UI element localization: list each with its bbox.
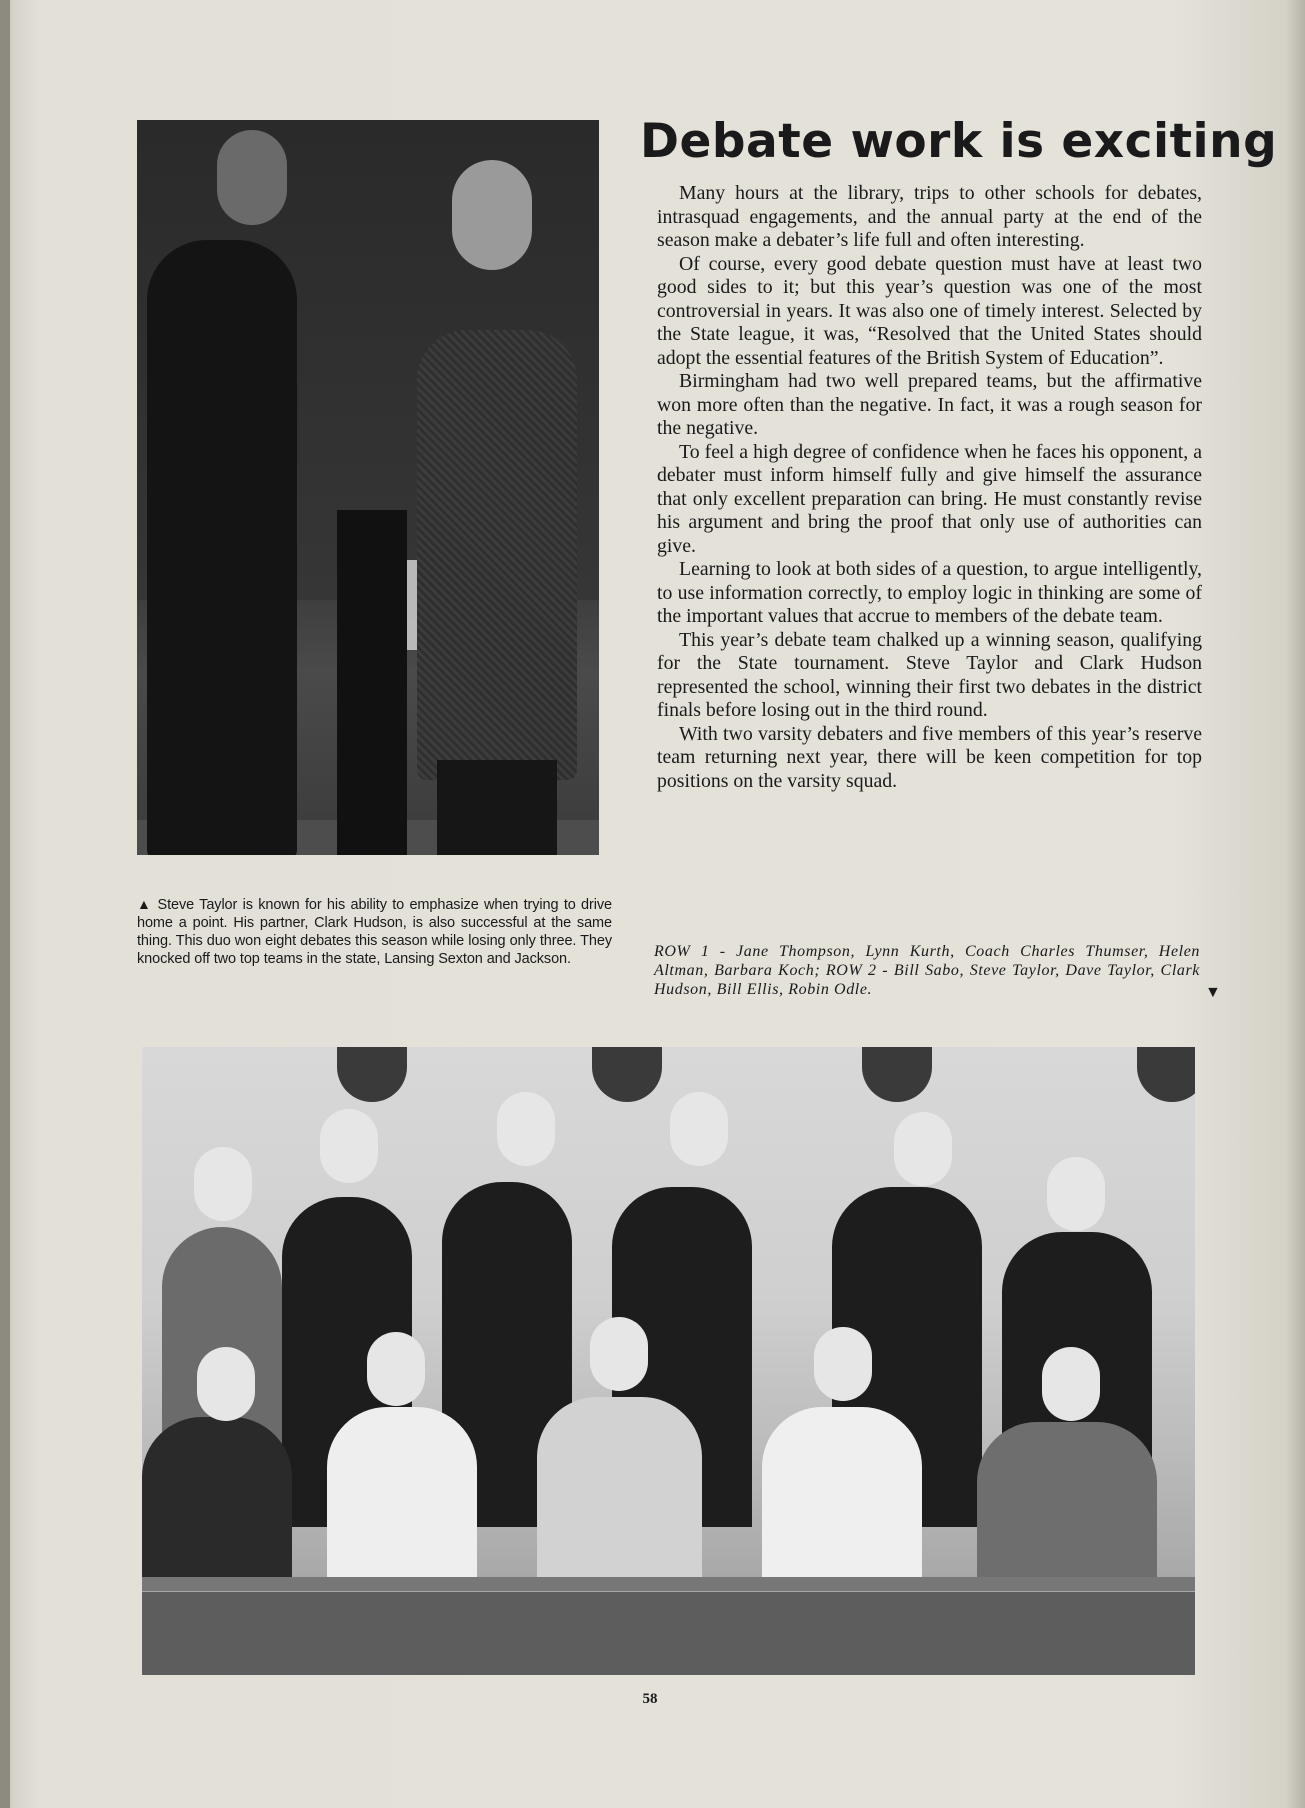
front-row-member bbox=[762, 1407, 922, 1587]
wall-plaque bbox=[862, 1047, 932, 1102]
member-face bbox=[894, 1112, 952, 1186]
up-triangle-icon: ▲ bbox=[137, 896, 153, 912]
desk-fronts bbox=[142, 1592, 1195, 1675]
front-row-member bbox=[142, 1417, 292, 1587]
front-row-member bbox=[327, 1407, 477, 1587]
front-row-member bbox=[537, 1397, 702, 1587]
member-face bbox=[367, 1332, 425, 1406]
article-paragraph: This year’s debate team chalked up a winning season, qualifying for the State tournament. Steve Taylor and Clark Hudson represented the school, winning their first two debates in the district finals before losing out in the third round. bbox=[657, 628, 1202, 721]
debater-left-head bbox=[217, 130, 287, 225]
group-photo-caption: ROW 1 - Jane Thompson, Lynn Kurth, Coach Charles Thumser, Helen Altman, Barbara Koch; ROW 2 - Bill Sabo, Steve Taylor, Dave Taylor, Clark Hudson, Bill Ellis, Robin Odle. bbox=[654, 943, 1200, 998]
photo-caption-left bbox=[137, 895, 612, 968]
debater-right-figure bbox=[417, 330, 577, 780]
member-face bbox=[497, 1092, 555, 1166]
member-face bbox=[194, 1147, 252, 1221]
debaters-photo bbox=[137, 120, 599, 855]
page-binding-edge bbox=[0, 0, 10, 1808]
debater-right-legs bbox=[437, 760, 557, 855]
member-face bbox=[590, 1317, 648, 1391]
wall-plaque bbox=[337, 1047, 407, 1102]
member-face bbox=[670, 1092, 728, 1166]
article-paragraph: Birmingham had two well prepared teams, but the affirmative won more often than the negative. In fact, it was a rough season for the negative. bbox=[657, 370, 1202, 439]
down-triangle-icon: ▼ bbox=[1205, 984, 1221, 1001]
wall-plaque bbox=[592, 1047, 662, 1102]
page-title: Debate work is exciting bbox=[640, 114, 1278, 169]
article-paragraph: Of course, every good debate question must have at least two good sides to it; but this year’s question was one of the most controversial in years. It was also one of timely interest. Selected by the State league, it was, “Resolved that the United States should adopt the essential features of the British System of Education”. bbox=[657, 252, 1202, 369]
page-number: 58 bbox=[642, 1691, 658, 1707]
member-face bbox=[197, 1347, 255, 1421]
front-row-member bbox=[977, 1422, 1157, 1587]
member-face bbox=[1047, 1157, 1105, 1231]
lectern bbox=[337, 510, 407, 855]
debater-right-head bbox=[452, 160, 532, 270]
article-paragraph: With two varsity debaters and five members of this year’s reserve team returning next year, there will be keen competition for top positions on the varsity squad. bbox=[657, 722, 1202, 792]
debater-left-figure bbox=[147, 240, 297, 855]
page-right-edge bbox=[1285, 0, 1305, 1808]
member-face bbox=[320, 1109, 378, 1183]
desk-row bbox=[142, 1577, 1195, 1591]
member-face bbox=[814, 1327, 872, 1401]
wall-plaque bbox=[1137, 1047, 1195, 1102]
debate-team-group-photo bbox=[142, 1047, 1195, 1675]
article-body bbox=[657, 182, 1202, 793]
article-paragraph: Many hours at the library, trips to other schools for debates, intrasquad engagements, and the annual party at the end of the season make a debater’s life full and often interesting. bbox=[657, 182, 1202, 251]
article-paragraph: Learning to look at both sides of a question, to argue intelligently, to use information correctly, to employ logic in thinking are some of the important values that accrue to members of the debate team. bbox=[657, 558, 1202, 627]
caption-left-text: Steve Taylor is known for his ability to emphasize when trying to drive home a point. His partner, Clark Hudson, is also successful at the same thing. This duo won eight debates this season while losing only three. They knocked off two top teams in the state, Lansing Sexton and Jackson. bbox=[137, 897, 612, 967]
member-face bbox=[1042, 1347, 1100, 1421]
article-paragraph: To feel a high degree of confidence when he faces his opponent, a debater must inform himself fully and give himself the assurance that only excellent preparation can bring. He must constantly revise his argument and bring the proof that only use of authorities can give. bbox=[657, 440, 1202, 557]
